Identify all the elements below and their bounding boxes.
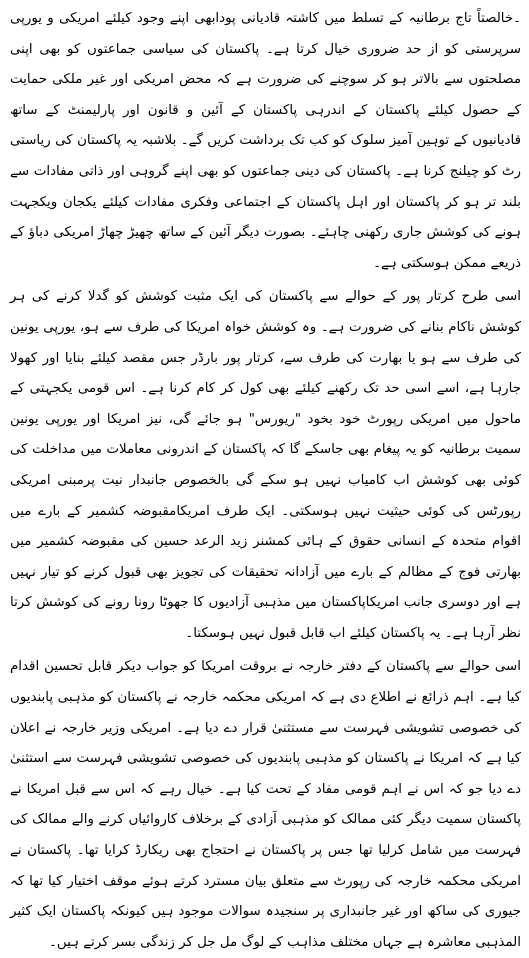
- article-paragraph-2: اسی طرح کرتار پور کے حوالے سے پاکستان کی ایک مثبت کوشش کو گدلا کرنے کی ہر کوشش ناکام بنانے کی ضرورت ہے۔ وہ کوشش خواہ امریکا کی طرف سے ہو، یورپی یونین کی طرف سے ہو یا بھارت کی طرف سے، کرتار پور بارڈر جس مقصد کیلئے بنایا اور کھولا جارہا ہے، اسے اسی حد تک رکھنے کیلئے بھی کول کر کام کرنا ہے۔ اس قومی یکجہتی کے ماحول میں امریکی رپورٹ خود بخود "ریورس" ہو جائے گی، نیز امریکا اور یورپی یونین سمیت برطانیہ کو یہ پیغام بھی جاسکے گا کہ پاکستان کے اندرونی معاملات میں مداخلت کی کوئی بھی کوشش اب کامیاب نہیں ہو سکے گی بالخصوص جانبدار نیت پرمبنی امریکی رپورٹس کی کوئی حیثیت نہیں ہوسکتی۔ ایک طرف امریکامقبوضہ کشمیر کے بارے میں اقوام متحدہ کے انسانی حقوق کے ہائی کمشنر زید الرعد حسین کی مقبوضہ کشمیر میں بھارتی فوج کے مظالم کے بارے میں آزادانہ تحقیقات کی تجویز بھی قبول کرنے کو تیار نہیں ہے اور دوسری جانب امریکاپاکستان میں مذہبی آزادیوں کا جھوٹا رونا رونے کی کوشش کرتا نظر آرہا ہے۔ یہ پاکستان کیلئے اب قابل قبول نہیں ہوسکتا۔: [10, 289, 521, 641]
- article-paragraph-3: اسی حوالے سے پاکستان کے دفتر خارجہ نے بروقت امریکا کو جواب دیکر قابل تحسین اقدام کیا ہے۔ اہم ذرائع نے اطلاع دی ہے کہ امریکی محکمہ خارجہ نے پاکستان کو مذہبی پابندیوں کی خصوصی تشویشی فہرست سے مستثنیٰ قرار دے دیا ہے۔ امریکی وزیر خارجہ نے اعلان کیا ہے کہ امریکا نے پاکستان کو مذہبی پابندیوں کی خصوصی تشویشی فہرست سے استثنیٰ دے دیا جو کہ اس نے اہم قومی مفاد کے تحت کیا ہے۔ خیال رہے کہ اس سے قبل امریکا نے پاکستان سمیت دیگر کئی ممالک کو مذہبی آزادی کے برخلاف کاروائیاں کرنے والے ممالک کی فہرست میں شامل کرلیا تھا جس پر پاکستان نے احتجاج بھی ریکارڈ کرایا تھا۔ پاکستان نے امریکی محکمہ خارجہ کی رپورٹ سے متعلق بیان مسترد کرتے ہوئے موقف اختیار کیا تھا کہ جیوری کی ساکھ اور غیر جانبداری پر سنجیدہ سوالات موجود ہیں کیونکہ پاکستان ایک کثیر المذہبی معاشرہ ہے جہاں مختلف مذاہب کے لوگ مل جل کر زندگی بسر کرتے ہیں۔: [10, 659, 521, 950]
- article-paragraph-1: ۔خالصتاً تاج برطانیہ کے تسلط میں کاشتہ قادیانی پودابھی اپنے وجود کیلئے امریکی و یورپی سرپرستی کو از حد ضروری خیال کرتا ہے۔ پاکستان کی سیاسی جماعتوں کو بھی اپنی مصلحتوں سے بالاتر ہو کر سوچنے کی ضرورت ہے کہ محض امریکی اور غیر ملکی حمایت کے حصول کیلئے پاکستان کے اندرہی پاکستان کے آئین و قانون اور پارلیمنٹ کے ساتھ قادیانیوں کے توہین آمیز سلوک کو کب تک برداشت کریں گے۔ بلاشبہ یہ پاکستان کی ریاستی رٹ کو چیلنج کرنا ہے۔ پاکستان کی دینی جماعتوں کو بھی اپنے گروہی اور ذاتی مفادات سے بلند تر ہو کر پاکستان اور اہل پاکستان کے اجتماعی وفکری مفادات کیلئے یکجان ویکجہت ہونے کی کوشش جاری رکھنی چاہئے۔ بصورت دیگر آئین کے ساتھ چھیڑ چھاڑ امریکی دباؤ کے ذریعے ممکن ہوسکتی ہے۔: [10, 11, 521, 271]
